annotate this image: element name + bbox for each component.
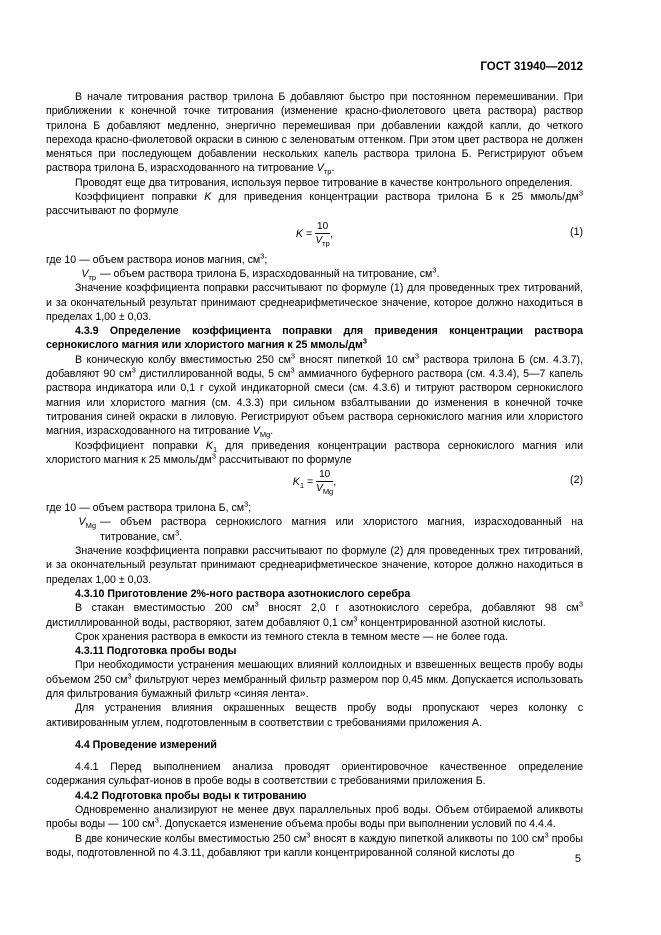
section-heading: 4.3.11 Подготовка пробы воды <box>75 645 237 658</box>
paragraph: В начале титрования раствор трилона Б добавляют быстро при постоянном перемешивании. При приближении к конечной точке титрования (изменение красно-фиолетового цвета раствора) раствор трилона Б добавляют медленно, энергично перемешивая при добавлении каждой капли, до четкого перехода красно-фиолетовой окраски в синюю с зеленоватым оттенком. При этом цвет раствора не должен меняться при последующем добавлении нескольких капель раствора трилона Б. Регистрируют объем раствора трилона Б, израсходованного на титрование $V_{тр}$. <box>46 91 583 177</box>
paragraph: Значение коэффициента поправки рассчитывают по формуле (2) для проведенных трех титрований, и за окончательный результат принимают среднеарифметическое значение, которое должно находиться в пределах 1,00 ± 0,03. <box>46 545 583 586</box>
formula-number: (2) <box>570 474 583 487</box>
definition: где 10 — объем раствора трилона Б, $см^3$; <box>46 499 252 515</box>
paragraph: В две конические колбы вместимостью 250 $см^3$ вносят в каждую пипеткой аликвоты по 100 $см^3$ пробы воды, подготовленной по 4.3.11, добавляют три капли концентрированной соляной кислоты до <box>46 830 583 859</box>
page-number: 5 <box>574 853 581 865</box>
section-heading: 4.3.9 Определение коэффициента поправки для приведения концентрации раствора сернокислого магния или хлористого магния к 25 ммоль/$дм^3$ <box>46 325 583 352</box>
paragraph: Коэффициент поправки $K_1$ для приведения концентрации раствора сернокислого магния или хлористого магния к 25 ммоль/$дм^3$ рассчитывают по формуле <box>46 439 583 466</box>
paragraph: Одновременно анализируют не менее двух параллельных проб воды. Объем отбираемой аликвоты пробы воды — 100 $см^3$. Допускается изменение объема пробы воды при выполнении условий по 4.4.4. <box>46 804 583 831</box>
paragraph: Значение коэффициента поправки рассчитывают по формуле (1) для проведенных трех титрований, и за окончательный результат принимают среднеарифметическое значение, которое должно находиться в пределах 1,00 ± 0,03. <box>46 282 583 323</box>
section-heading: 4.4 Проведение измерений <box>75 738 217 751</box>
paragraph: Срок хранения раствора в емкости из темного стекла в темном месте — не более года. <box>75 630 508 643</box>
paragraph: Проводят еще два титрования, используя первое титрование в качестве контрольного определения. <box>75 176 573 189</box>
formula-2: $K_1$ = $\frac{10}{V_{Mg}}$ , (2) <box>292 469 583 497</box>
definition: $V_{тр}$ — объем раствора трилона Б, израсходованный на титрование, $см^3$. <box>81 265 440 283</box>
section-heading: 4.4.2 Подготовка пробы воды к титрованию <box>75 789 307 802</box>
paragraph: В коническую колбу вместимостью 250 $см^3$ вносят пипеткой 10 $см^3$ раствора трилона Б (см. 4.3.7), добавляют 90 $см^3$ дистиллированной воды, 5 $см^3$ аммиачного буферного раствора (см. 4.3.4), 5—7 капель раствора индикатора или 0,1 г сухой индикаторной смеси (см. 4.3.6) и титруют раствором сернокислого магния или хлористого магния (см. 4.3.3) при сильном взбалтывании до изменения в конечной точке титрования синей окраски в лиловую. Регистрируют объем раствора сернокислого магния или хлористого магния, израсходованного на титрование $V_{Mg}$. <box>46 351 583 440</box>
paragraph: 4.4.1 Перед выполнением анализа проводят ориентировочное качественное определение содержания сульфат-ионов в пробе воды в соответствии с требованиями приложения Б. <box>46 761 583 788</box>
formula-1: K = $\frac{10}{V_{тр}}$ , (1) <box>295 220 583 248</box>
paragraph: Коэффициент поправки K для приведения концентрации раствора трилона Б к 25 ммоль/$дм^3$ рассчитывают по формуле <box>46 188 583 218</box>
document-body <box>46 90 583 860</box>
section-heading: 4.3.10 Приготовление 2%-ного раствора азотнокислого серебра <box>75 587 411 600</box>
paragraph: При необходимости устранения мешающих влияний коллоидных и взвешенных веществ пробу воды объемом 250 $см^3$ фильтруют через мембранный фильтр размером пор 0,45 мкм. Допускается использовать для фильтрования бумажный фильтр «синяя лента». <box>46 659 583 700</box>
definition: $V_{Mg}$ — объем раствора сернокислого магния или хлористого магния, израсходованный на титрование, $см^3$. <box>78 516 583 543</box>
formula-number: (1) <box>570 225 583 238</box>
document-code: ГОСТ 31940—2012 <box>480 61 583 73</box>
paragraph: В стакан вместимостью 200 $см^3$ вносят 2,0 г азотнокислого серебра, добавляют 98 $см^3$ дистиллированной воды, растворяют, затем добавляют 0,1 $см^3$ концентрированной азотной кислоты. <box>46 599 583 629</box>
paragraph: Для устранения влияния окрашенных веществ пробу воды пропускают через колонку с активированным углем, подготовленным в соответствии с требованиями приложения А. <box>46 702 583 729</box>
definition: где 10 — объем раствора ионов магния, $см^3$; <box>46 251 268 266</box>
